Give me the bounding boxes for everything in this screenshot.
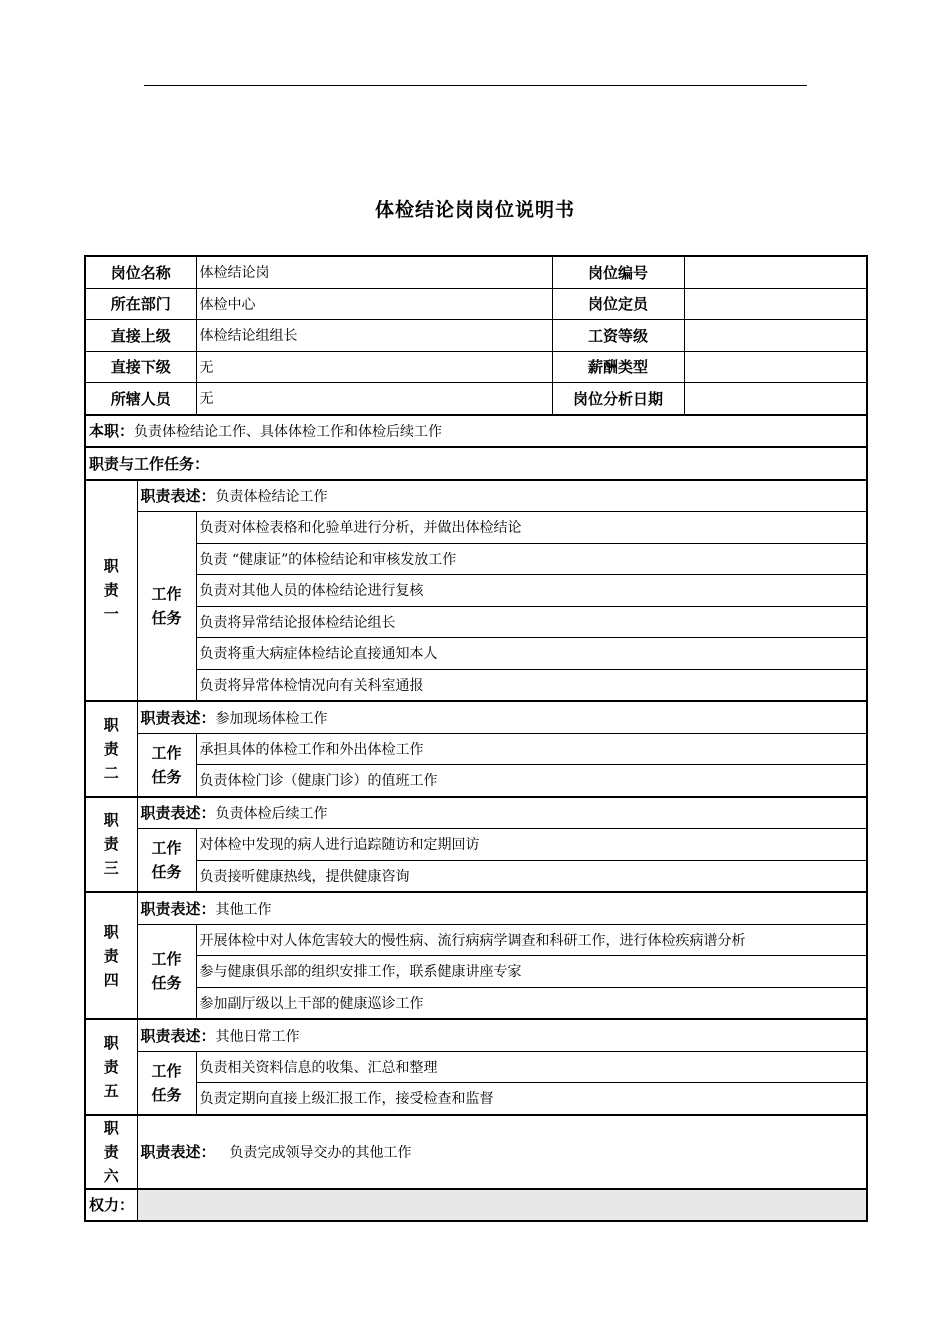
duty-desc-label: 职责表述：	[140, 899, 216, 918]
task-item: 参加副厅级以上干部的健康巡诊工作	[196, 987, 867, 1019]
task-label	[137, 924, 196, 1019]
task-row	[85, 1051, 867, 1083]
duty-desc-text: 其他日常工作	[215, 1028, 300, 1045]
duty-desc-row	[85, 480, 867, 512]
task-label	[137, 829, 196, 893]
info-row	[85, 351, 867, 383]
duty-number	[85, 480, 137, 702]
info-value	[684, 383, 867, 415]
task-label-line: 任务	[151, 974, 182, 993]
duty-desc-text: 其他工作	[215, 901, 272, 918]
task-item: 对体检中发现的病人进行追踪随访和定期回访	[196, 829, 867, 861]
task-item: 负责体检门诊（健康门诊）的值班工作	[196, 765, 867, 797]
duty-desc-row	[85, 701, 867, 733]
info-label: 岗位编号	[552, 256, 684, 288]
duty-number-char: 五	[103, 1081, 119, 1100]
duty-description	[137, 1115, 867, 1189]
duty-number-char: 一	[103, 605, 119, 624]
duties-header-row	[85, 447, 867, 480]
info-value: 无	[196, 351, 552, 383]
duty-number-char: 六	[103, 1166, 119, 1185]
task-item: 负责定期向直接上级汇报工作，接受检查和监督	[196, 1083, 867, 1115]
header-rule	[144, 85, 807, 86]
info-label: 岗位定员	[552, 288, 684, 320]
duty-description	[137, 480, 867, 512]
duty-desc-row	[85, 1019, 867, 1051]
duty-number-char: 责	[103, 835, 119, 854]
task-row	[85, 543, 867, 575]
duty-description	[137, 797, 867, 829]
duty-number-char: 职	[103, 557, 119, 576]
duty-number-char: 责	[103, 946, 119, 965]
info-value: 体检中心	[196, 288, 552, 320]
info-label: 岗位名称	[85, 256, 196, 288]
info-value: 体检结论岗	[196, 256, 552, 288]
info-value	[684, 288, 867, 320]
duty-number	[85, 1019, 137, 1115]
task-row	[85, 1083, 867, 1115]
duty-number-char: 责	[103, 581, 119, 600]
duty-number-char: 责	[103, 739, 119, 758]
task-row	[85, 606, 867, 638]
duty-number-char: 职	[103, 1118, 119, 1137]
authority-label: 权力：	[85, 1189, 137, 1222]
info-label: 所在部门	[85, 288, 196, 320]
duty-desc-label: 职责表述：	[140, 708, 216, 727]
task-label-line: 任务	[151, 767, 182, 786]
info-value	[684, 351, 867, 383]
duty-description	[137, 1019, 867, 1051]
duty-number	[85, 797, 137, 893]
info-label: 直接下级	[85, 351, 196, 383]
task-row	[85, 924, 867, 956]
info-label: 岗位分析日期	[552, 383, 684, 415]
task-row	[85, 860, 867, 892]
task-label-line: 任务	[151, 609, 182, 627]
info-label: 工资等级	[552, 320, 684, 352]
info-row	[85, 383, 867, 415]
task-item: 参与健康俱乐部的组织安排工作，联系健康讲座专家	[196, 956, 867, 988]
duty-number-char: 职	[103, 1033, 119, 1052]
task-row	[85, 638, 867, 670]
duty-desc-row	[85, 892, 867, 924]
duty-desc-text: 参加现场体检工作	[215, 710, 328, 727]
duty-number-char: 二	[103, 763, 119, 782]
job-description-table	[84, 255, 868, 1222]
core-duty-label: 本职：	[89, 422, 135, 441]
task-item: 负责将异常结论报体检结论组长	[196, 606, 867, 638]
page-title: 体检结论岗岗位说明书	[374, 199, 575, 221]
duty-desc-label: 职责表述：	[140, 1026, 216, 1045]
duty-number-char: 责	[103, 1057, 119, 1076]
duty-desc-text: 负责完成领导交办的其他工作	[229, 1145, 412, 1161]
duty-number-char: 责	[103, 1142, 119, 1161]
task-item: 负责对其他人员的体检结论进行复核	[196, 575, 867, 607]
authority-row	[85, 1189, 867, 1222]
duty-desc-label: 职责表述：	[140, 804, 216, 823]
task-label-line: 工作	[151, 743, 182, 762]
task-label	[137, 733, 196, 797]
info-value: 体检结论组组长	[196, 320, 552, 352]
task-label	[137, 512, 196, 702]
core-duty	[85, 415, 867, 448]
duty-desc-text: 负责体检后续工作	[215, 806, 328, 823]
duty-number-char: 职	[103, 922, 119, 941]
duty-desc-row	[85, 797, 867, 829]
info-value: 无	[196, 383, 552, 415]
duty-number	[85, 892, 137, 1019]
task-label-line: 工作	[151, 839, 182, 857]
duty-six-row	[85, 1115, 867, 1189]
duty-number-char: 职	[103, 811, 119, 830]
info-label: 所辖人员	[85, 383, 196, 415]
duties-header: 职责与工作任务：	[85, 447, 867, 480]
task-row	[85, 575, 867, 607]
info-value	[684, 320, 867, 352]
duty-desc-label: 职责表述：	[140, 1143, 216, 1161]
task-item: 承担具体的体检工作和外出体检工作	[196, 733, 867, 765]
task-item: 负责将重大病症体检结论直接通知本人	[196, 638, 867, 670]
task-item: 负责相关资料信息的收集、汇总和整理	[196, 1051, 867, 1083]
task-label-line: 工作	[151, 950, 182, 969]
duty-number-char: 职	[103, 715, 119, 734]
duty-desc-text: 负责体检结论工作	[215, 489, 328, 506]
info-row	[85, 256, 867, 288]
info-label: 薪酬类型	[552, 351, 684, 383]
task-label-line: 任务	[151, 863, 182, 881]
core-duty-text: 负责体检结论工作、具体体检工作和体检后续工作	[134, 424, 443, 441]
task-item: 负责对体检表格和化验单进行分析，并做出体检结论	[196, 512, 867, 544]
duty-description	[137, 701, 867, 733]
duty-number	[85, 701, 137, 797]
task-item: 负责 “健康证”的体检结论和审核发放工作	[196, 543, 867, 575]
duty-desc-label: 职责表述：	[140, 487, 216, 506]
task-row	[85, 829, 867, 861]
task-label-line: 工作	[151, 585, 182, 603]
info-row	[85, 320, 867, 352]
task-row	[85, 765, 867, 797]
task-label-line: 任务	[151, 1085, 182, 1104]
task-item: 开展体检中对人体危害较大的慢性病、流行病病学调查和科研工作，进行体检疾病谱分析	[196, 924, 867, 956]
task-item: 负责将异常体检情况向有关科室通报	[196, 669, 867, 701]
duty-description	[137, 892, 867, 924]
duty-number-char: 三	[103, 859, 119, 878]
info-value	[684, 256, 867, 288]
duty-number-char: 四	[103, 970, 119, 989]
info-label: 直接上级	[85, 320, 196, 352]
task-row	[85, 733, 867, 765]
core-duty-row	[85, 415, 867, 448]
authority-value	[137, 1189, 867, 1222]
task-row	[85, 669, 867, 701]
task-label-line: 工作	[151, 1061, 182, 1080]
task-row	[85, 512, 867, 544]
task-row	[85, 987, 867, 1019]
task-item: 负责接听健康热线，提供健康咨询	[196, 860, 867, 892]
task-label	[137, 1051, 196, 1115]
info-row	[85, 288, 867, 320]
task-row	[85, 956, 867, 988]
duty-number	[85, 1115, 137, 1189]
